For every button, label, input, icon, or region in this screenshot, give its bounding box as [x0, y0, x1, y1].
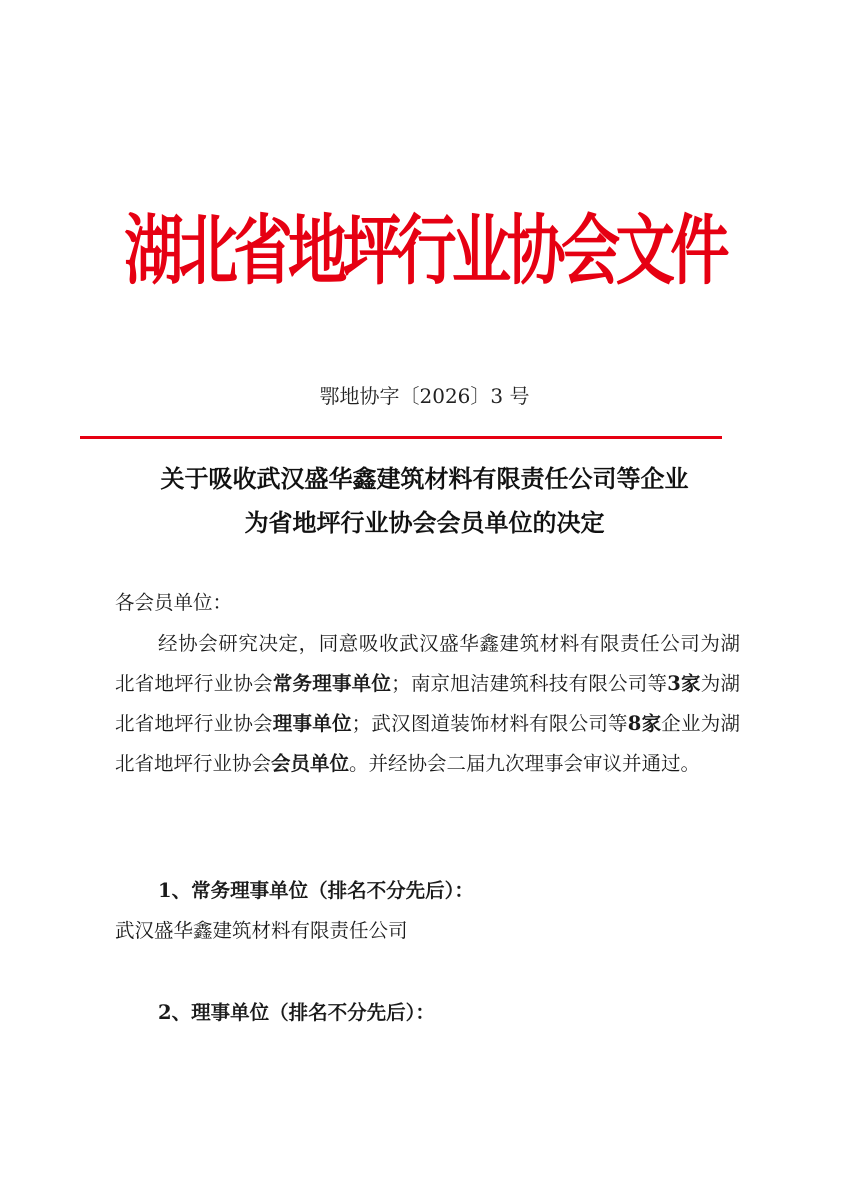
- para-bold-member: 会员单位: [271, 752, 350, 775]
- para-bold-count-3: 3家: [667, 672, 701, 695]
- para-text-3: 为湖北省地坪行业协会: [115, 672, 740, 735]
- para-text-4: ；武汉图道装饰材料有限公司等: [351, 712, 628, 735]
- section-heading-standing-directors: 1、常务理事单位（排名不分先后）：: [158, 879, 474, 902]
- document-title-line-1: 关于吸收武汉盛华鑫建筑材料有限责任公司等企业: [160, 464, 689, 493]
- header-red-rule: [80, 436, 722, 439]
- document-header-title: 湖北省地坪行业协会文件: [124, 206, 725, 295]
- document-number: 鄂地协字〔2026〕3 号: [319, 384, 530, 408]
- member-entry: 武汉盛华鑫建筑材料有限责任公司: [115, 919, 408, 942]
- salutation: 各会员单位：: [115, 591, 233, 614]
- para-bold-count-8: 8家: [627, 712, 662, 735]
- para-text-6: 。并经协会二届九次理事会审议并通过。: [349, 752, 701, 775]
- document-title-line-2: 为省地坪行业协会会员单位的决定: [244, 508, 605, 537]
- body-paragraph: [115, 624, 740, 784]
- para-text-5: 企业为湖北省地坪行业协会: [115, 712, 740, 775]
- para-text-2: ；南京旭洁建筑科技有限公司等: [391, 672, 668, 695]
- section-heading-directors: 2、理事单位（排名不分先后）：: [158, 1001, 435, 1024]
- para-bold-standing-director: 常务理事单位: [272, 672, 392, 695]
- para-bold-director: 理事单位: [272, 712, 352, 735]
- para-text-1: 经协会研究决定，同意吸收武汉盛华鑫建筑材料有限责任公司为湖北省地坪行业协会: [115, 632, 740, 695]
